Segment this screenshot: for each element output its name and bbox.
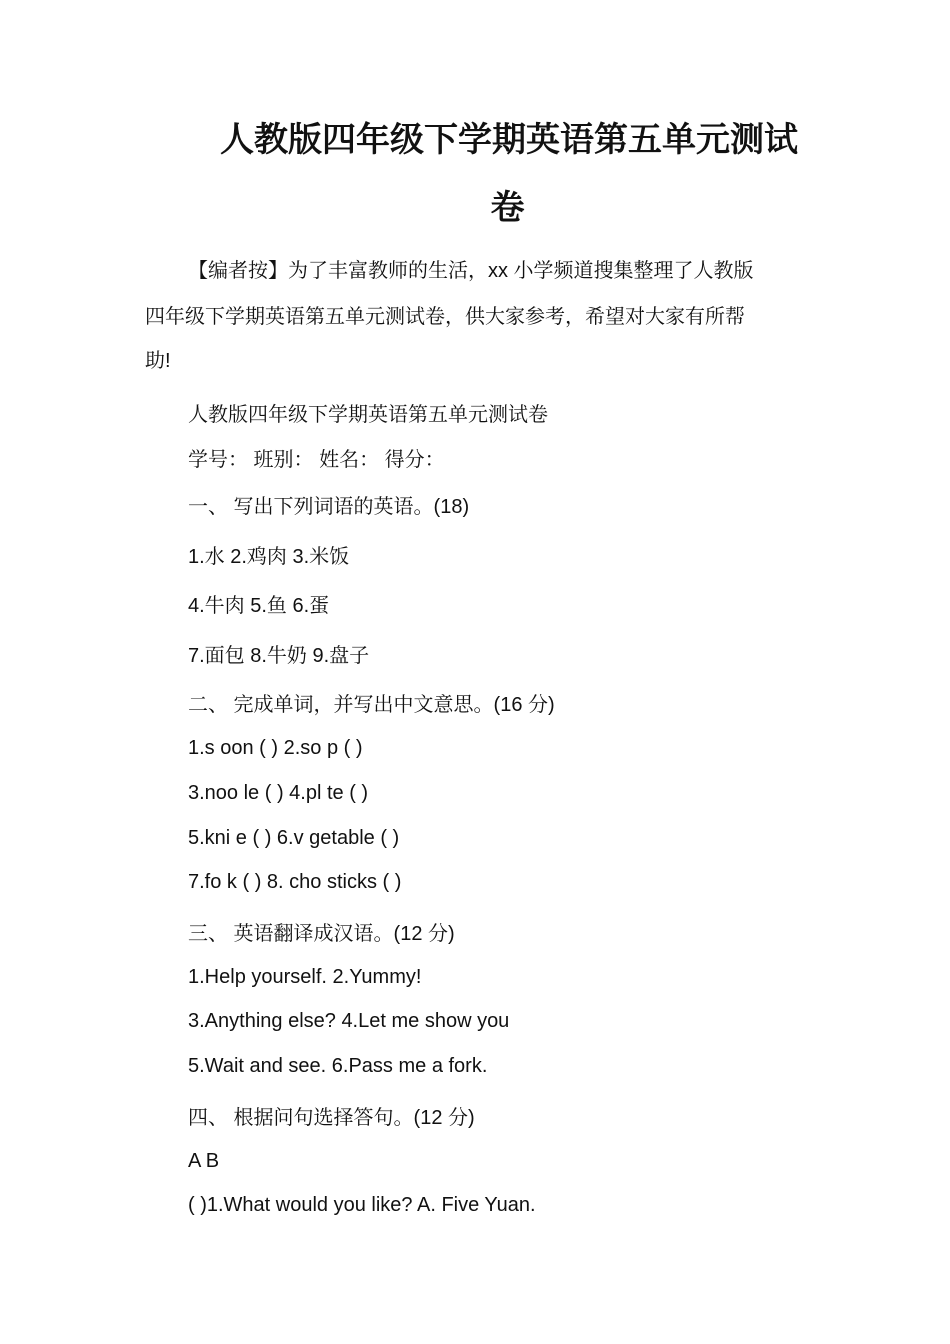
section-1-heading: 一、 写出下列词语的英语。(18) [188,496,470,518]
section-2-heading: 二、 完成单词，并写出中文意思。(16 分) [188,694,555,716]
section-2-item: 3.noo le ( ) 4.pl te ( ) [188,782,369,804]
section-2-item: 7.fo k ( ) 8. cho sticks ( ) [188,871,402,893]
section-1-item: 1.水 2.鸡肉 3.米饭 [188,546,350,568]
section-1-item: 7.面包 8.牛奶 9.盘子 [188,645,370,667]
section-3-heading: 三、 英语翻译成汉语。(12 分) [188,923,455,945]
editor-note-line-1: 【编者按】为了丰富教师的生活，xx 小学频道搜集整理了人教版 [188,260,754,282]
section-2-item: 5.kni e ( ) 6.v getable ( ) [188,827,400,849]
section-3-item: 5.Wait and see. 6.Pass me a fork. [188,1055,488,1077]
document-title-line-1: 人教版四年级下学期英语第五单元测试 [220,121,798,159]
student-info-line: 学号： 班别： 姓名： 得分： [188,449,445,471]
section-3-item: 1.Help yourself. 2.Yummy! [188,966,422,988]
editor-note-line-2: 四年级下学期英语第五单元测试卷，供大家参考，希望对大家有所帮 [145,306,745,328]
subtitle: 人教版四年级下学期英语第五单元测试卷 [188,404,548,426]
section-4-heading: 四、 根据问句选择答句。(12 分) [188,1107,475,1129]
section-4-columns: A B [188,1150,220,1172]
section-2-item: 1.s oon ( ) 2.so p ( ) [188,737,363,759]
section-4-item: ( )1.What would you like? A. Five Yuan. [188,1194,536,1216]
editor-note-line-3: 助! [145,350,171,372]
section-1-item: 4.牛肉 5.鱼 6.蛋 [188,595,330,617]
section-3-item: 3.Anything else? 4.Let me show you [188,1010,510,1032]
document-title-line-2: 卷 [490,189,525,227]
